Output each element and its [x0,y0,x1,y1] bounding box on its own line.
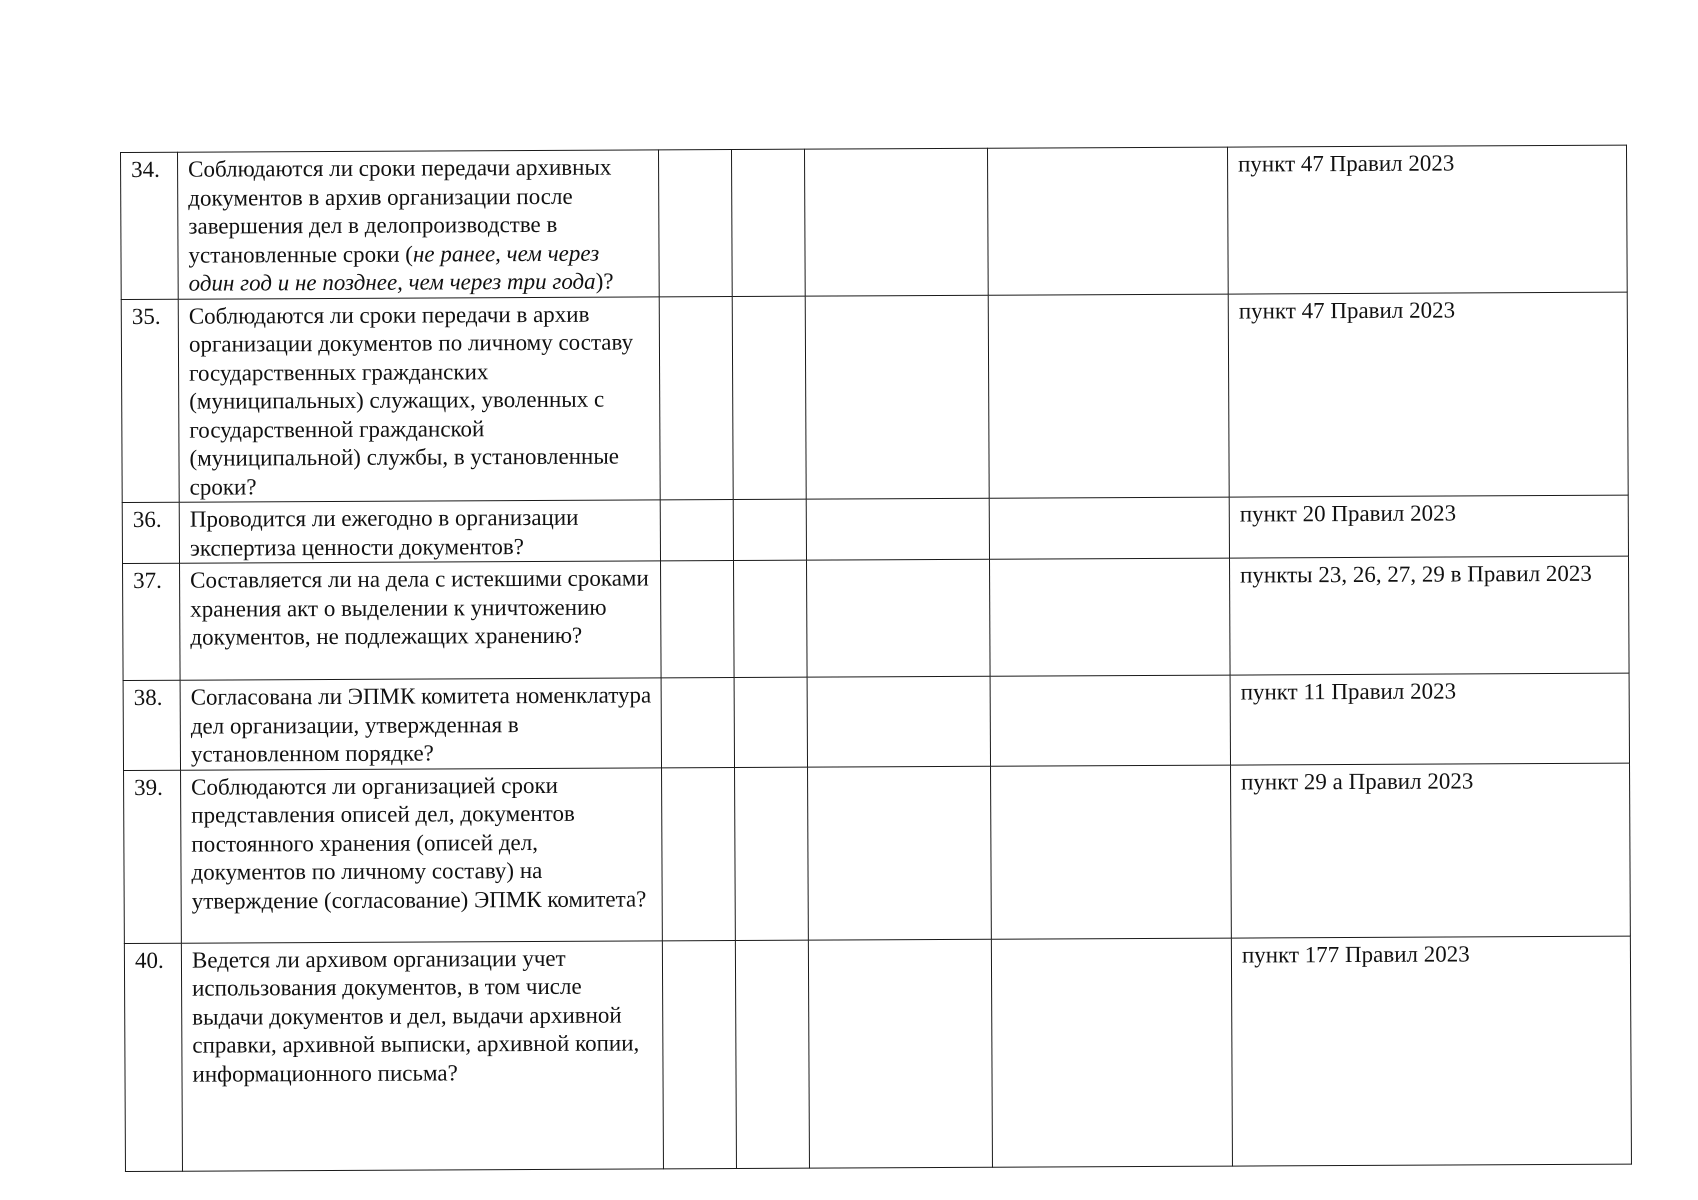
row-number: 39. [124,770,182,943]
row-number: 37. [123,563,181,680]
table-row [123,556,1630,680]
reference-cell: пункт 29 а Правил 2023 [1231,763,1631,938]
notes-cell [991,938,1232,1167]
question-cell: Ведется ли архивом организации учет использования документов, в том числе выдачи документов и дел, выдачи архивной справки, архивной выписки, архивной копии, информационного письма? [181,940,663,1170]
answer-yes-cell [661,678,734,768]
notes-cell [987,147,1228,295]
not-applicable-cell [804,148,988,295]
table-row [123,673,1629,770]
answer-no-cell [735,767,809,940]
reference-cell: пункт 177 Правил 2023 [1231,936,1631,1166]
not-applicable-cell [808,766,992,940]
notes-cell [990,558,1231,676]
table-row [121,145,1628,299]
not-applicable-cell [806,498,989,560]
row-number: 36. [122,502,179,563]
checklist-table [120,145,1632,1172]
question-cell: Соблюдаются ли сроки передачи в архив организации документов по личному составу государственных гражданских (муниципальных) служащих, уволенных с государственной гражданской (муниципальной) службы, в установленные сроки? [178,296,660,502]
question-cell: Согласована ли ЭПМК комитета номенклатура дел организации, утвержденная в установленном порядке? [180,678,661,770]
not-applicable-cell [805,295,989,499]
table-row [124,763,1631,943]
answer-no-cell [734,560,808,677]
reference-cell: пункт 47 Правил 2023 [1228,292,1628,497]
answer-no-cell [735,940,809,1168]
notes-cell [988,294,1229,499]
question-italic: не ранее, чем через один год и не позднее, чем через три года [188,240,600,296]
table-row [121,292,1628,503]
row-number: 35. [121,299,179,503]
table-row [124,936,1631,1171]
not-applicable-cell [807,676,990,766]
reference-cell: пункт 47 Правил 2023 [1227,145,1627,293]
answer-no-cell [732,296,806,500]
table-row [122,495,1628,563]
answer-yes-cell [662,767,736,940]
row-number: 34. [121,152,179,299]
answer-yes-cell [661,561,735,678]
row-number: 38. [123,680,180,770]
notes-cell [989,497,1229,559]
answer-no-cell [731,149,805,296]
reference-cell: пункты 23, 26, 27, 29 в Правил 2023 [1229,556,1629,675]
answer-yes-cell [662,940,736,1168]
notes-cell [990,675,1230,766]
question-cell: Проводится ли ежегодно в организации экспертиза ценности документов? [179,500,660,563]
answer-yes-cell [660,500,733,561]
not-applicable-cell [808,939,992,1168]
reference-cell: пункт 11 Правил 2023 [1230,673,1629,764]
question-cell: Составляется ли на дела с истекшими сроками хранения акт о выделении к уничтожению документов, не подлежащих хранению? [180,561,662,680]
not-applicable-cell [807,559,991,677]
question-cell: Соблюдаются ли организацией сроки представления описей дел, документов постоянного хранения (описей дел, документов по личному составу) на утверждение (согласование) ЭПМК комитета? [181,767,663,942]
notes-cell [991,765,1232,939]
reference-cell: пункт 20 Правил 2023 [1229,495,1628,558]
answer-no-cell [733,499,806,560]
answer-yes-cell [658,150,732,297]
row-number: 40. [124,943,182,1171]
answer-no-cell [734,677,807,767]
question-cell: Соблюдаются ли сроки передачи архивных документов в архив организации после завершения дел в делопроизводстве в установленные сроки (не ранее, чем через один год и не позднее, чем через три года)? [178,150,660,299]
answer-yes-cell [659,296,733,500]
